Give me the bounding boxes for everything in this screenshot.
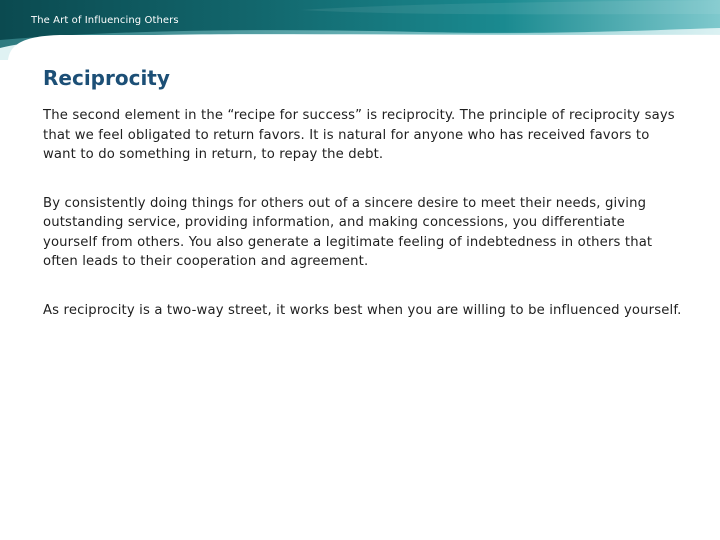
slide-content — [43, 66, 683, 349]
header-title: The Art of Influencing Others — [31, 15, 179, 26]
slide-title: Reciprocity — [43, 66, 170, 90]
header-wave-graphic — [0, 0, 720, 60]
header-band — [0, 0, 720, 60]
body-paragraph-3: As reciprocity is a two-way street, it works best when you are willing to be influenced yourself. — [43, 302, 682, 318]
body-paragraph-2: By consistently doing things for others out of a sincere desire to meet their needs, giving outstanding service, providing information, and making concessions, you differentiate yourself from others. You also generate a legitimate feeling of indebtedness in others that often leads to their cooperation and agreement. — [43, 195, 653, 269]
body-paragraph-1: The second element in the “recipe for success” is reciprocity. The principle of reciprocity says that we feel obligated to return favors. It is natural for anyone who has received favors to want to do something in return, to repay the debt. — [43, 108, 675, 162]
